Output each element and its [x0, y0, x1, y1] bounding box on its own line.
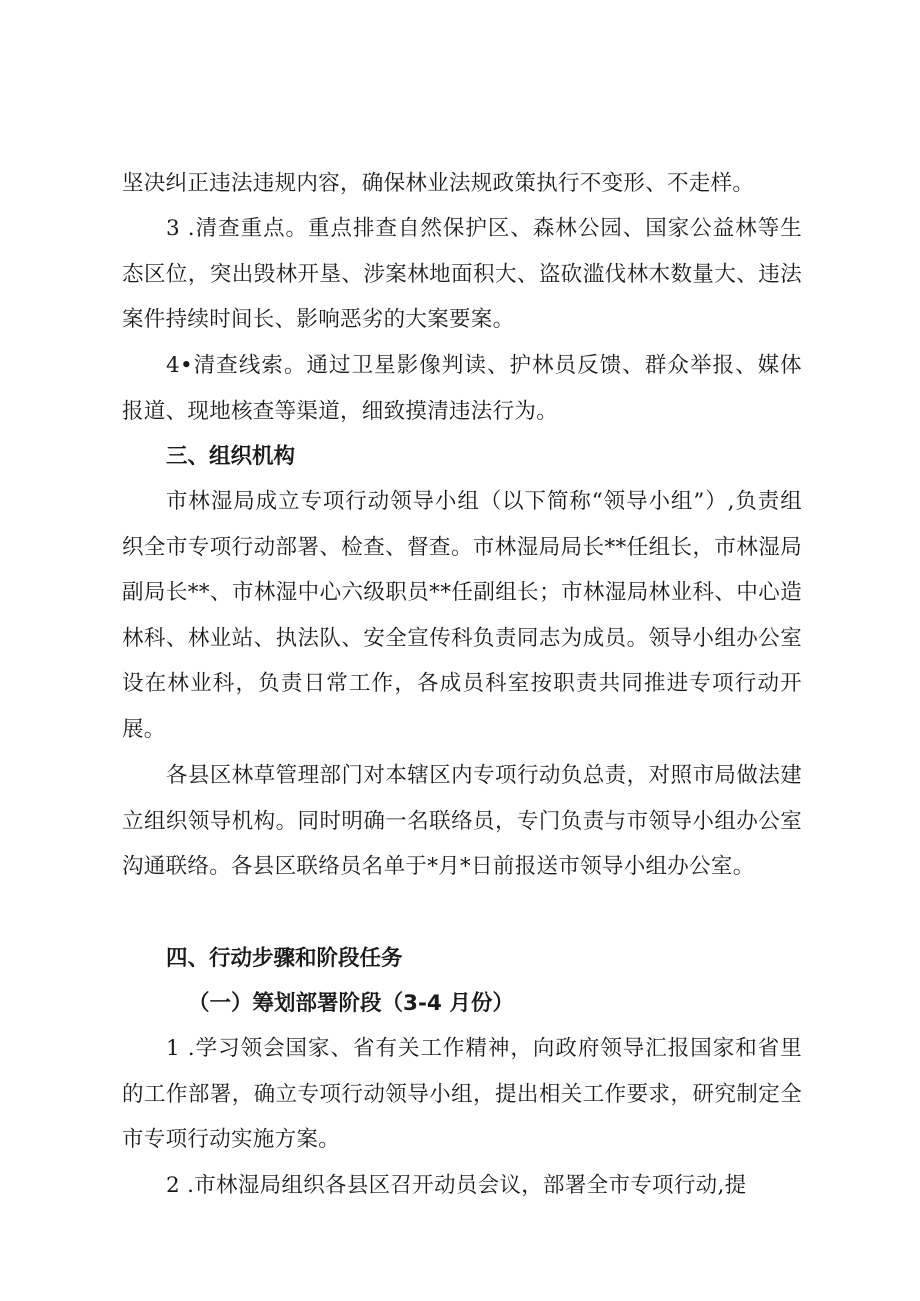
paragraph-item-3: 3 .清查重点。重点排查自然保护区、森林公园、国家公益林等生态区位，突出毁林开垦、涉案林地面积大、盗砍滥伐林木数量大、违法案件持续时间长、影响恶劣的大案要案。 — [122, 216, 802, 332]
section-heading-3: 三、组织机构 — [166, 444, 296, 469]
paragraph-continuation: 坚决纠正违法违规内容，确保林业法规政策执行不变形、不走样。 — [122, 171, 755, 196]
paragraph-step-1: 1 .学习领会国家、省有关工作精神，向政府领导汇报国家和省里的工作部署，确立专项行动领导小组，提出相关工作要求，研究制定全市专项行动实施方案。 — [122, 1036, 802, 1152]
paragraph-organization: 市林湿局成立专项行动领导小组（以下简称“领导小组”）,负责组织全市专项行动部署、检查、督查。市林湿局局长**任组长，市林湿局副局长**、市林湿中心六级职员**任副组长；市林湿局林业科、中心造林科、林业站、执法队、安全宣传科负责同志为成员。领导小组办公室设在林业科，负责日常工作，各成员科室按职责共同推进专项行动开展。 — [122, 489, 802, 742]
paragraph-step-2: 2 .市林湿局组织各县区召开动员会议，部署全市专项行动,提 — [166, 1173, 747, 1198]
paragraph-county-responsibility: 各县区林草管理部门对本辖区内专项行动负总责，对照市局做法建立组织领导机构。同时明确一名联络员，专门负责与市领导小组办公室沟通联络。各县区联络员名单于*月*日前报送市领导小组办公室。 — [122, 763, 802, 879]
section-heading-4: 四、行动步骤和阶段任务 — [166, 946, 403, 971]
subsection-heading-1: （一）筹划部署阶段（3-4 月份） — [188, 991, 514, 1016]
paragraph-item-4: 4•清查线索。通过卫星影像判读、护林员反馈、群众举报、媒体报道、现地核查等渠道，细致摸清违法行为。 — [122, 353, 802, 424]
